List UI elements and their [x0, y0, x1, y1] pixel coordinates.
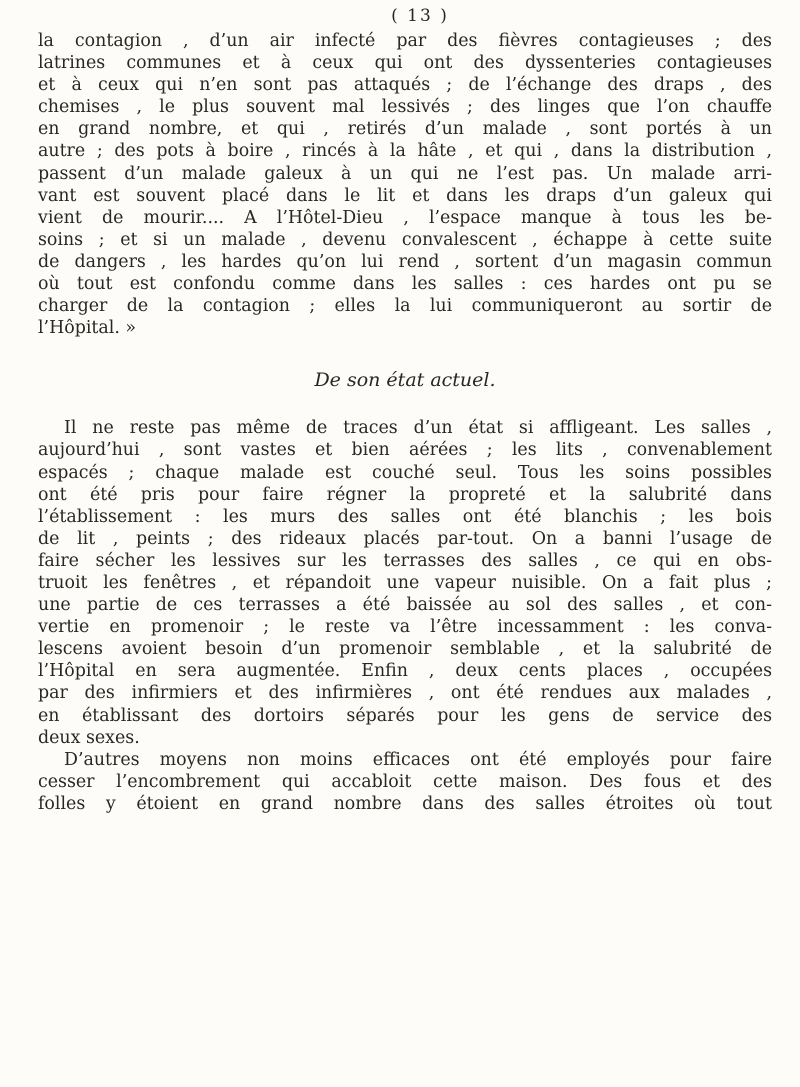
- text-line: chemises , le plus souvent mal lessivés ; des linges que l’on chauffe: [38, 97, 772, 118]
- text-line: en grand nombre, et qui , retirés d’un malade , sont portés à un: [38, 119, 772, 140]
- text-line: passent d’un malade galeux à un qui ne l’est pas. Un malade arri-: [38, 163, 772, 184]
- text-line: l’Hôpital. »: [38, 318, 137, 339]
- text-line: soins ; et si un malade , devenu convalescent , échappe à cette suite: [38, 229, 772, 250]
- text-line: en établissant des dortoirs séparés pour les gens de service des: [38, 705, 772, 726]
- text-line: par des infirmiers et des infirmières , ont été rendues aux malades ,: [38, 683, 772, 704]
- text-line: l’Hôpital en sera augmentée. Enfin , deux cents places , occupées: [38, 661, 772, 682]
- text-line: lescens avoient besoin d’un promenoir semblable , et la salubrité de: [38, 639, 772, 660]
- paragraph-other-means: [38, 749, 772, 815]
- text-line: aujourd’hui , sont vastes et bien aérées ; les lits , convenablement: [38, 440, 772, 461]
- text-line: et à ceux qui n’en sont pas attaqués ; de l’échange des draps , des: [38, 75, 772, 96]
- section-heading: De son état actuel.: [314, 369, 496, 392]
- text-line: où tout est confondu comme dans les salles : ces hardes ont pu se: [38, 274, 772, 295]
- text-line: vertie en promenoir ; le reste va l’être incessamment : les conva-: [38, 617, 772, 638]
- page-number: ( 13 ): [391, 6, 449, 26]
- text-line: vient de mourir.... A l’Hôtel-Dieu , l’espace manque à tous les be-: [38, 207, 772, 228]
- text-line: de lit , peints ; des rideaux placés par-tout. On a banni l’usage de: [38, 528, 772, 549]
- text-line: folles y étoient en grand nombre dans des salles étroites où tout: [38, 793, 772, 814]
- text-line: charger de la contagion ; elles la lui communiqueront au sortir de: [38, 296, 772, 317]
- text-line: autre ; des pots à boire , rincés à la hâte , et qui , dans la distribution ,: [38, 141, 772, 162]
- text-line: ont été pris pour faire régner la propreté et la salubrité dans: [38, 484, 772, 505]
- text-line: une partie de ces terrasses a été baissée au sol des salles , et con-: [38, 595, 772, 616]
- text-line: truoit les fenêtres , et répandoit une vapeur nuisible. On a fait plus ;: [38, 572, 772, 593]
- text-line: deux sexes.: [38, 727, 140, 748]
- text-line: latrines communes et à ceux qui ont des dyssenteries contagieuses: [38, 53, 772, 74]
- text-line: la contagion , d’un air infecté par des fièvres contagieuses ; des: [38, 31, 772, 51]
- text-line: cesser l’encombrement qui accabloit cette maison. Des fous et des: [38, 771, 772, 792]
- text-line: espacés ; chaque malade est couché seul. Tous les soins possibles: [38, 462, 772, 483]
- text-line: vant est souvent placé dans le lit et dans les draps d’un galeux qui: [38, 185, 772, 206]
- text-line: Il ne reste pas même de traces d’un état si affligeant. Les salles ,: [64, 418, 772, 439]
- text-line: D’autres moyens non moins efficaces ont été employés pour faire: [64, 749, 772, 770]
- paragraph-current-state: [38, 417, 772, 748]
- paragraph-contagion: [38, 30, 772, 339]
- text-line: faire sécher les lessives sur les terrasses des salles , ce qui en obs-: [38, 550, 772, 571]
- text-line: de dangers , les hardes qu’on lui rend , sortent d’un magasin commun: [38, 251, 772, 272]
- text-line: l’établissement : les murs des salles ont été blanchis ; les bois: [38, 506, 772, 527]
